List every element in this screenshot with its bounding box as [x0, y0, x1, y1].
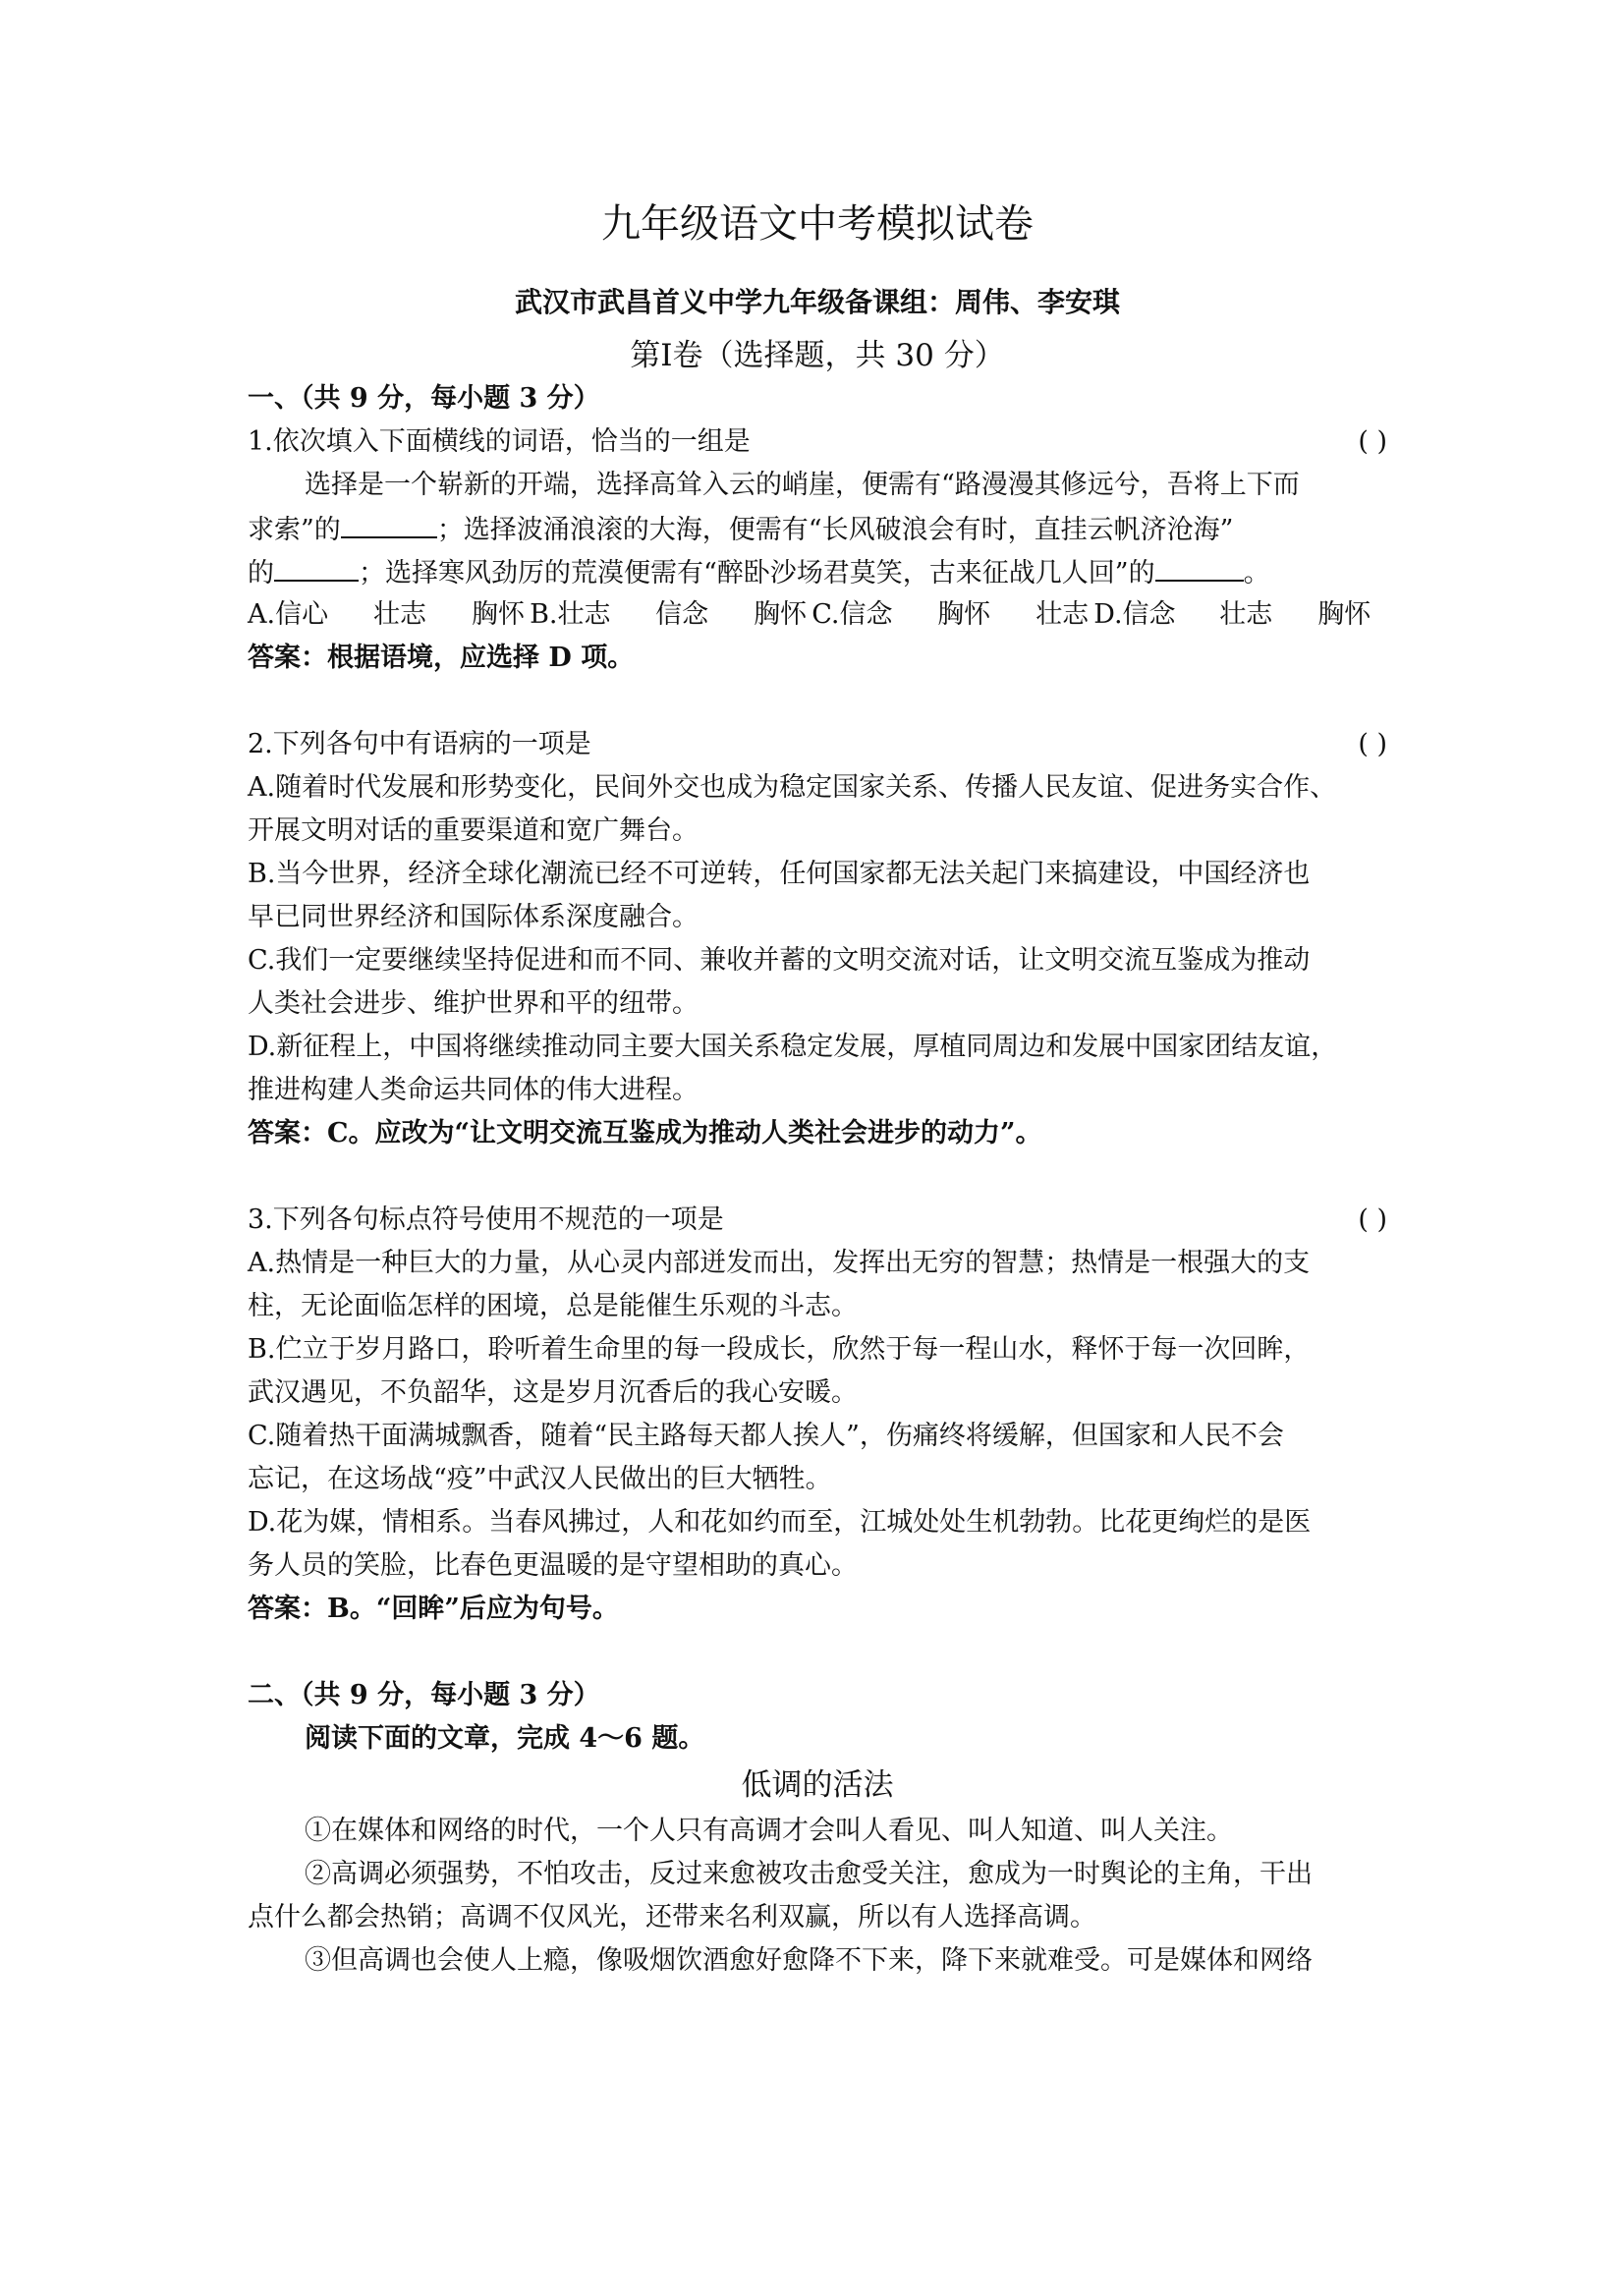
- q1-option-d: [1093, 593, 1371, 637]
- q3-stem: [248, 1199, 1387, 1242]
- reading-instruction: 阅读下面的文章，完成 4～6 题。: [305, 1723, 705, 1754]
- q1-option-c: [812, 593, 1089, 637]
- article-paragraph-cont: 点什么都会热销；高调不仅风光，还带来名利双赢，所以有人选择高调。: [248, 1902, 1096, 1932]
- option-word: 壮志: [1035, 599, 1090, 630]
- option-word: 胸怀: [937, 599, 991, 630]
- q1-passage-text: 。: [1243, 558, 1270, 588]
- q3-option-c-cont: 忘记，在这场战“疫”中武汉人民做出的巨大牺牲。: [248, 1464, 832, 1494]
- section-one-heading: 一、（共 9 分，每小题 3 分）: [248, 383, 600, 414]
- q2-answer: 答案：C。应改为“让文明交流互鉴成为推动人类社会进步的动力”。: [248, 1118, 1042, 1148]
- q2-option-b: B.当今世界，经济全球化潮流已经不可逆转，任何国家都无法关起门来搞建设，中国经济也: [248, 859, 1311, 889]
- q2-stem: [248, 723, 1387, 766]
- q1-answer-bracket: ( ): [1358, 426, 1387, 457]
- q1-stem: [248, 420, 1387, 464]
- q1-passage-text: 求索”的: [248, 515, 341, 545]
- q2-option-c-cont: 人类社会进步、维护世界和平的纽带。: [248, 988, 699, 1019]
- exam-page: [248, 196, 1387, 1983]
- q1-option-a: [248, 593, 525, 637]
- q2-option-d-cont: 推进构建人类命运共同体的伟大进程。: [248, 1075, 699, 1105]
- q2-option-a: A.随着时代发展和形势变化，民间外交也成为稳定国家关系、传播人民友谊、促进务实合作、: [248, 772, 1337, 803]
- q1-passage-text: 的: [248, 558, 274, 588]
- q3-option-b: B.伫立于岁月路口，聆听着生命里的每一段成长，欣然于每一程山水，释怀于每一次回眸，: [248, 1334, 1311, 1365]
- q2-option-d: D.新征程上，中国将继续推动同主要大国关系稳定发展，厚植同周边和发展中国家团结友谊，: [248, 1032, 1338, 1062]
- q2-option-c: C.我们一定要继续坚持促进和而不同、兼收并蓄的文明交流对话，让文明交流互鉴成为推动: [248, 945, 1311, 976]
- article-title: 低调的活法: [741, 1767, 894, 1803]
- q2-answer-bracket: ( ): [1358, 729, 1387, 759]
- fill-blank-1: [341, 507, 437, 538]
- q3-stem-text: 3.下列各句标点符号使用不规范的一项是: [248, 1204, 724, 1235]
- q2-stem-text: 2.下列各句中有语病的一项是: [248, 729, 591, 759]
- q1-passage-line: [248, 507, 1387, 550]
- q1-passage-text: ；选择寒风劲厉的荒漠便需有“醉卧沙场君莫笑，古来征战几人回”的: [359, 558, 1155, 588]
- option-word: 胸怀: [472, 599, 525, 630]
- q1-answer: 答案：根据语境，应选择 D 项。: [248, 643, 635, 673]
- q3-option-d: D.花为媒，情相系。当春风拂过，人和花如约而至，江城处处生机勃勃。比花更绚烂的是医: [248, 1507, 1312, 1538]
- article-paragraph: ③但高调也会使人上瘾，像吸烟饮酒愈好愈降不下来，降下来就难受。可是媒体和网络: [305, 1945, 1313, 1976]
- q1-passage-text: ；选择波涌浪滚的大海，便需有“长风破浪会有时，直挂云帆济沧海”: [436, 515, 1234, 545]
- q3-answer: 答案：B。“回眸”后应为句号。: [248, 1594, 619, 1624]
- q2-option-a-cont: 开展文明对话的重要渠道和宽广舞台。: [248, 815, 699, 846]
- q1-passage-line: 选择是一个崭新的开端，选择高耸入云的峭崖，便需有“路漫漫其修远兮，吾将上下而: [305, 470, 1300, 500]
- article-paragraph: ①在媒体和网络的时代，一个人只有高调才会叫人看见、叫人知道、叫人关注。: [305, 1816, 1233, 1846]
- option-label: D.信念: [1093, 599, 1176, 630]
- exam-title: 九年级语文中考模拟试卷: [601, 201, 1034, 247]
- section-two-heading: 二、（共 9 分，每小题 3 分）: [248, 1680, 600, 1710]
- spacer: [248, 1155, 1387, 1199]
- q2-option-b-cont: 早已同世界经济和国际体系深度融合。: [248, 902, 699, 932]
- option-word: 信念: [655, 599, 709, 630]
- option-word: 壮志: [373, 599, 426, 630]
- fill-blank-2: [274, 550, 359, 582]
- q3-option-c: C.随着热干面满城飘香，随着“民主路每天都人挨人”，伤痛终将缓解，但国家和人民不会: [248, 1421, 1284, 1451]
- q3-option-a: A.热情是一种巨大的力量，从心灵内部迸发而出，发挥出无穷的智慧；热情是一根强大的支: [248, 1248, 1311, 1278]
- q3-answer-bracket: ( ): [1358, 1204, 1387, 1235]
- option-label: C.信念: [812, 599, 893, 630]
- option-word: 壮志: [1219, 599, 1273, 630]
- q1-option-b: [530, 593, 807, 637]
- option-label: B.壮志: [530, 599, 611, 630]
- q3-option-b-cont: 武汉遇见，不负韶华，这是岁月沉香后的我心安暖。: [248, 1377, 858, 1408]
- spacer: [248, 680, 1387, 723]
- option-word: 胸怀: [1317, 599, 1371, 630]
- exam-subtitle: 武汉市武昌首义中学九年级备课组：周伟、李安琪: [514, 286, 1120, 318]
- article-paragraph: ②高调必须强势，不怕攻击，反过来愈被攻击愈受关注，愈成为一时舆论的主角，干出: [305, 1859, 1313, 1889]
- q1-stem-text: 1.依次填入下面横线的词语，恰当的一组是: [248, 426, 751, 457]
- q3-option-a-cont: 柱，无论面临怎样的困境，总是能催生乐观的斗志。: [248, 1291, 858, 1321]
- volume-heading: 第Ⅰ卷（选择题，共 30 分）: [630, 338, 1005, 373]
- fill-blank-3: [1155, 550, 1244, 582]
- option-label: A.信心: [248, 599, 329, 630]
- spacer: [248, 1631, 1387, 1674]
- option-word: 胸怀: [754, 599, 808, 630]
- q1-passage-line: [248, 550, 1387, 593]
- q3-option-d-cont: 务人员的笑脸，比春色更温暖的是守望相助的真心。: [248, 1550, 858, 1581]
